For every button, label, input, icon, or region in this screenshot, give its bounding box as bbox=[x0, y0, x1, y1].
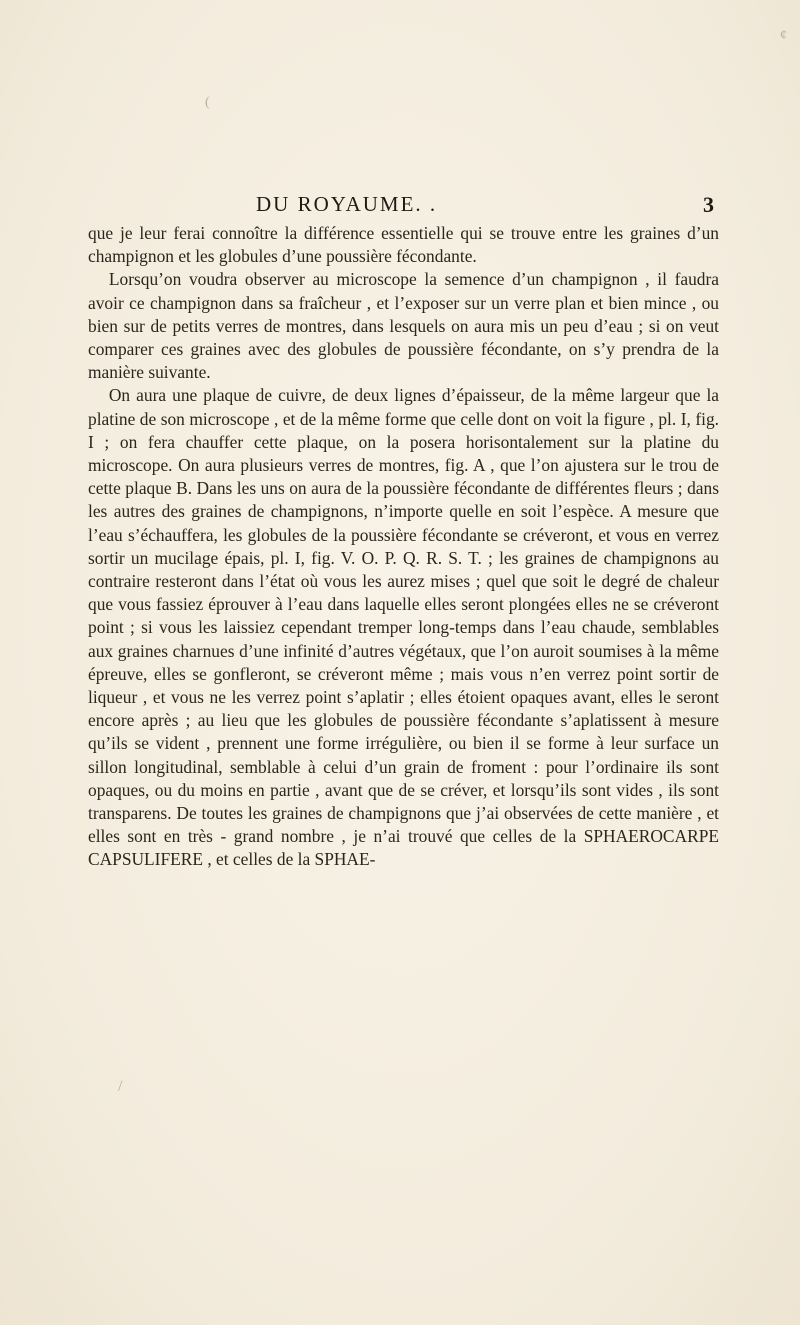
page-number: 3 bbox=[703, 192, 714, 217]
page-header bbox=[88, 192, 718, 222]
page-mark-top: ( bbox=[205, 95, 210, 110]
paragraph-3: On aura une plaque de cuivre, de deux lignes d’épaisseur, de la même largeur que la platine de son microscope , et de la même forme que celle dont on voit la figure , pl. I, fig. I ; on fera chauffer cette plaque, on la posera horisontalement sur la platine du microscope. On aura plusieurs verres de montres, fig. A , que l’on ajustera sur le trou de cette plaque B. Dans les uns on aura de la poussière fécondante de différentes fleurs ; dans les autres des graines de champignons, n’importe quelle en soit l’espèce. A mesure que l’eau s’échauffera, les globules de la poussière fécondante se créveront, et vous en verrez sortir un mucilage épais, pl. I, fig. V. O. P. Q. R. S. T. ; les graines de champignons au contraire resteront dans l’état où vous les aurez mises ; quel que soit le degré de chaleur que vous fassiez éprouver à l’eau dans laquelle elles seront plongées elles ne se créveront point ; si vous les laissiez cependant tremper long-temps dans l’eau chaude, semblables aux graines charnues d’une infinité d’autres végétaux, que l’on auroit soumises à la même épreuve, elles se gonfleront, se créveront même ; mais vous n’en verrez point sortir de liqueur , et vous ne les verrez point s’aplatir ; elles étoient opaques avant, elles le seront encore après ; au lieu que les globules de poussière fécondante s’aplatissent à mesure qu’ils se vident , prennent une forme irrégulière, ou bien il se forme à leur surface un sillon longitudinal, semblable à celui d’un grain de froment : pour l’ordinaire ils sont opaques, ou du moins en partie , avant que de se créver, et lorsqu’ils sont vides , ils sont transparens. De toutes les graines de champignons que j’ai observées de cette manière , et elles sont en très - grand nombre , je n’ai trouvé que celles de la SPHAEROCARPE CAPSULIFERE , et celles de la SPHAE- bbox=[88, 385, 719, 870]
page-mark-top-right: ¢ bbox=[780, 28, 787, 43]
page-mark-bottom: / bbox=[118, 1078, 123, 1095]
paragraph-2: Lorsqu’on voudra observer au microscope la semence d’un champignon , il faudra avoir ce champignon dans sa fraîcheur , et l’exposer sur un verre plan et bien mince , ou bien sur de petits verres de montres, dans lesquels on aura mis un peu d’eau ; si on veut comparer ces graines avec des globules de poussière fécondante, on s’y prendra de la manière suivante. bbox=[88, 269, 719, 383]
paragraph-1: que je leur ferai connoître la différence essentielle qui se trouve entre les graines d’un champignon et les globules d’une poussière fécondante. bbox=[88, 223, 719, 267]
running-head: DU ROYAUME. . bbox=[256, 192, 438, 216]
body-text bbox=[88, 222, 719, 872]
